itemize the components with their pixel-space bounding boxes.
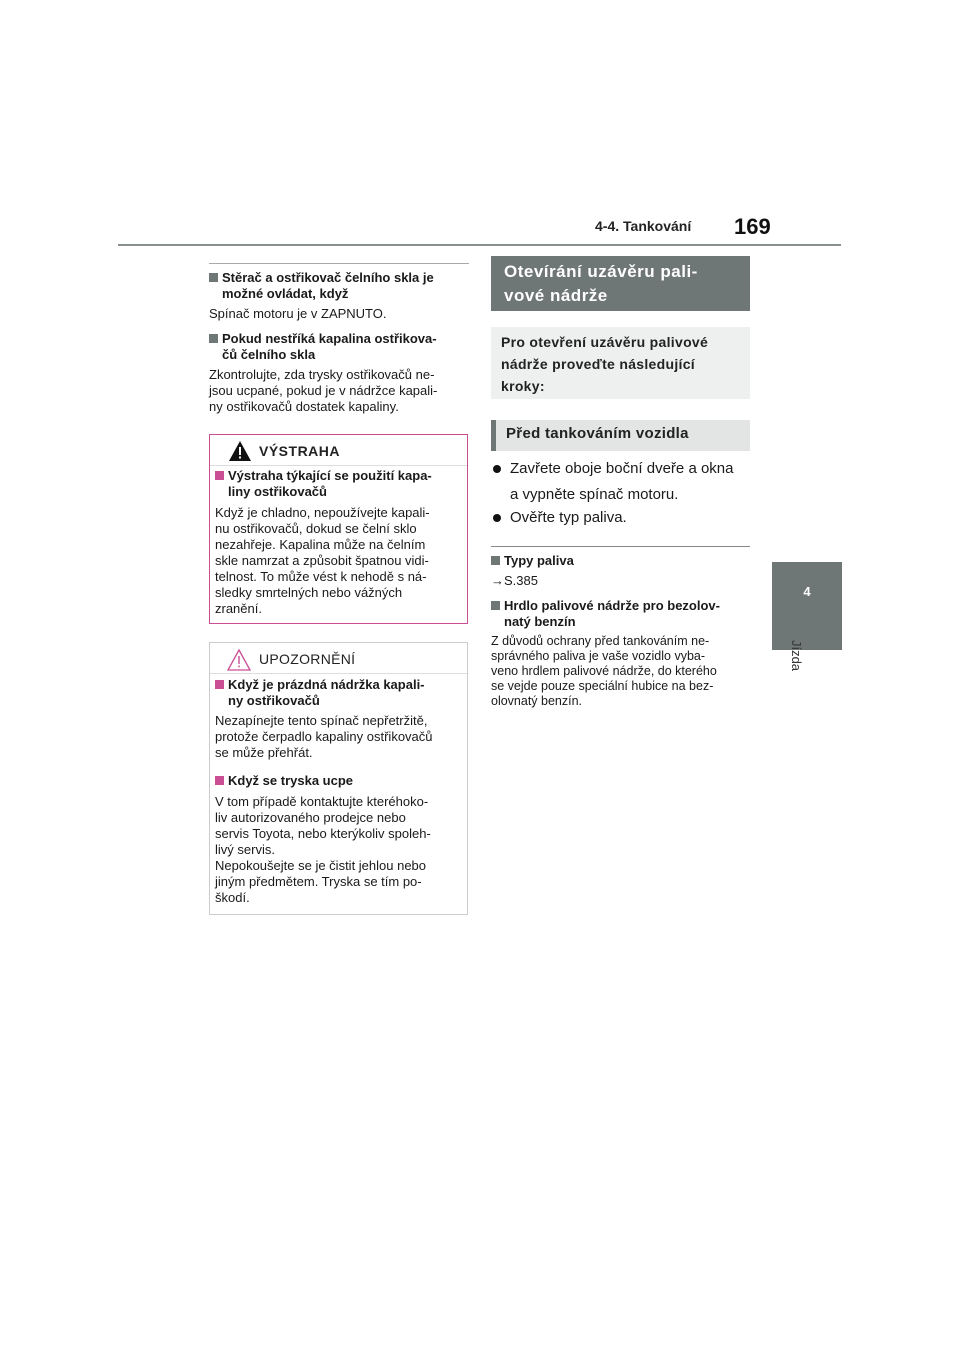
warning-header <box>210 435 467 466</box>
heading-line: Výstraha týkající se použití kapa- <box>228 468 432 483</box>
body-line: servis Toyota, nebo kterýkoliv spoleh- <box>215 826 431 841</box>
body-line: Z důvodů ochrany před tankováním ne- <box>491 634 710 648</box>
step-line: Zavřete oboje boční dveře a okna <box>510 460 734 477</box>
bullet-dot-icon <box>493 465 501 473</box>
body-line: skle namrzat a způsobit špatnou vidi- <box>215 553 429 568</box>
header-divider <box>118 244 841 246</box>
chapter-number: 4 <box>803 584 811 599</box>
body-line: olovnatý benzín. <box>491 694 583 708</box>
intro-box <box>491 327 750 399</box>
body-line: správného paliva je vaše vozidlo vyba- <box>491 649 706 663</box>
body-line: Nezapínejte tento spínač nepřetržitě, <box>215 713 428 728</box>
section-breadcrumb: 4-4. Tankování <box>595 218 692 234</box>
step-close-doors <box>491 456 753 508</box>
warning-heading <box>215 468 461 500</box>
body-line: veno hrdlem palivové nádrže, do kterého <box>491 664 717 678</box>
caution-triangle-icon <box>226 648 252 672</box>
fuel-types-heading <box>491 553 753 569</box>
caution-empty-tank-heading <box>215 677 461 709</box>
square-bullet-icon <box>491 601 500 610</box>
section-title-box <box>491 256 750 311</box>
body-line: protože čerpadlo kapaliny ostřikovačů <box>215 729 433 744</box>
filler-neck-body <box>491 634 753 709</box>
body-line: jiným předmětem. Tryska se tím po- <box>215 874 422 889</box>
square-bullet-icon <box>209 334 218 343</box>
body-line: Nepokoušejte se je čistit jehlou nebo <box>215 858 427 873</box>
intro-line: Pro otevření uzávěru palivové <box>501 334 709 350</box>
body-line: škodí. <box>215 890 250 905</box>
body-line: nezahřeje. Kapalina může na čelním <box>215 537 426 552</box>
body-line: jsou ucpané, pokud je v nádržce kapali- <box>209 383 438 398</box>
filler-neck-heading <box>491 598 753 630</box>
body-line: Když je chladno, nepoužívejte kapali- <box>215 505 430 520</box>
body-line: liv autorizovaného prodejce nebo <box>215 810 406 825</box>
body-line: livý servis. <box>215 842 275 857</box>
step-line: Ověřte typ paliva. <box>510 509 627 526</box>
bullet-dot-icon <box>493 514 501 522</box>
heading-line: čů čelního skla <box>222 347 316 362</box>
chapter-label-container <box>789 630 819 690</box>
square-bullet-icon <box>209 273 218 282</box>
wiper-condition-body: Spínač motoru je v ZAPNUTO. <box>209 306 387 321</box>
heading-line: liny ostřikovačů <box>228 484 327 499</box>
subsection-title: Před tankováním vozidla <box>506 425 689 442</box>
warning-title: VÝSTRAHA <box>259 443 341 459</box>
wiper-condition-heading <box>209 270 469 302</box>
chapter-label: Jízda <box>789 639 805 672</box>
heading-line: Když se tryska ucpe <box>228 773 354 788</box>
body-line: telnost. To může vést k nehodě s ná- <box>215 569 427 584</box>
heading-line: ny ostřikovačů <box>228 693 320 708</box>
warning-triangle-icon <box>228 440 252 462</box>
heading-line: Pokud nestříká kapalina ostřikova- <box>222 331 437 346</box>
square-bullet-icon <box>215 776 224 785</box>
washer-not-spraying-heading <box>209 331 469 363</box>
body-line: ny ostřikovačů dostatek kapaliny. <box>209 399 399 414</box>
fuel-types-reference[interactable]: →S.385 <box>491 573 538 588</box>
section-title-line: Otevírání uzávěru pali- <box>504 262 698 281</box>
left-top-divider <box>209 263 469 264</box>
intro-line: kroky: <box>501 378 545 394</box>
right-divider <box>491 546 750 547</box>
caution-empty-tank-body <box>215 713 461 761</box>
warning-box <box>209 434 468 624</box>
heading-line: Stěrač a ostřikovač čelního skla je <box>222 270 434 285</box>
heading-line: Typy paliva <box>504 553 574 568</box>
page-number: 169 <box>734 214 771 239</box>
caution-box <box>209 642 468 915</box>
caution-header <box>210 643 467 674</box>
heading-line: možné ovládat, když <box>222 286 349 301</box>
caution-title: UPOZORNĚNÍ <box>259 651 356 667</box>
body-line: se vejde pouze speciální hubice na bez- <box>491 679 714 693</box>
square-bullet-icon <box>215 471 224 480</box>
square-bullet-icon <box>215 680 224 689</box>
subsection-title-box <box>491 420 750 451</box>
body-line: sledky smrtelných nebo vážných <box>215 585 403 600</box>
body-line: zranění. <box>215 601 262 616</box>
washer-not-spraying-body <box>209 367 469 415</box>
intro-text <box>501 331 740 397</box>
body-line: Zkontrolujte, zda trysky ostřikovačů ne- <box>209 367 435 382</box>
warning-body <box>215 505 461 617</box>
section-title <box>504 260 742 308</box>
body-line: nu ostřikovačů, dokud se čelní sklo <box>215 521 417 536</box>
intro-line: nádrže proveďte následující <box>501 356 695 372</box>
heading-line: Hrdlo palivové nádrže pro bezolov- <box>504 598 720 613</box>
step-check-fuel <box>491 505 753 531</box>
caution-nozzle-clogged-heading <box>215 773 461 789</box>
heading-line: Když je prázdná nádržka kapali- <box>228 677 425 692</box>
body-line: V tom případě kontaktujte kteréhoko- <box>215 794 429 809</box>
heading-line: natý benzín <box>504 614 576 629</box>
caution-nozzle-clogged-body <box>215 794 461 906</box>
step-line: a vypněte spínač motoru. <box>510 486 679 503</box>
section-title-line: vové nádrže <box>504 286 608 305</box>
square-bullet-icon <box>491 556 500 565</box>
body-line: se může přehřát. <box>215 745 313 760</box>
